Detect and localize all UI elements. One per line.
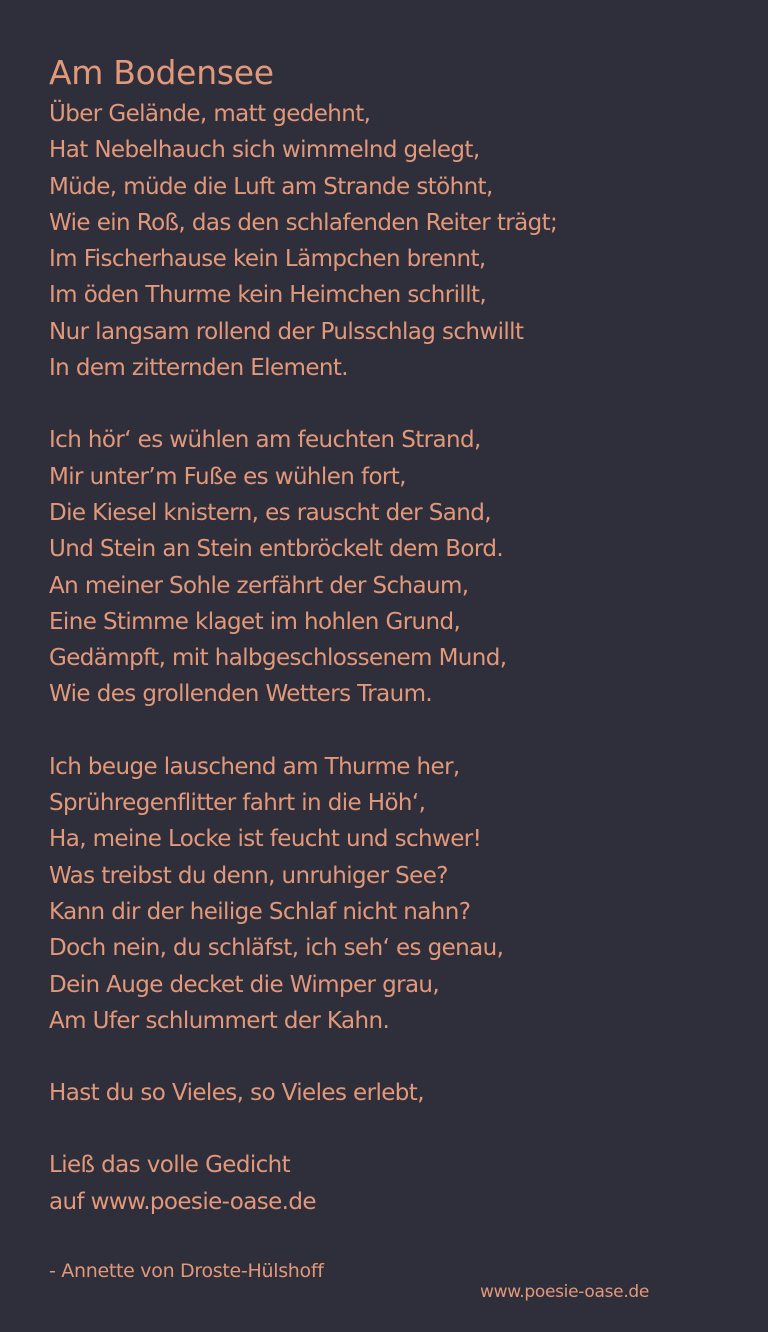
poem-line: An meiner Sohle zerfährt der Schaum, — [49, 572, 469, 599]
poem-author: - Annette von Droste-Hülshoff — [49, 1260, 324, 1282]
site-watermark: www.poesie-oase.de — [480, 1282, 650, 1302]
poem-line: Im Fischerhause kein Lämpchen brennt, — [49, 246, 486, 273]
poem-line: Und Stein an Stein entbröckelt dem Bord. — [49, 536, 504, 563]
poem-line: Gedämpft, mit halbgeschlossenem Mund, — [49, 645, 507, 672]
poem-line: Über Gelände, matt gedehnt, — [49, 101, 371, 127]
stanza-1 — [49, 96, 739, 386]
poem-line: Ich hör‘ es wühlen am feuchten Strand, — [49, 427, 481, 454]
read-more-note — [49, 1147, 739, 1220]
poem-line: Eine Stimme klaget im hohlen Grund, — [49, 608, 461, 635]
poem-line: Was treibst du denn, unruhiger See? — [49, 862, 448, 889]
poem-line: In dem zitternden Element. — [49, 355, 348, 382]
stanza-2 — [49, 422, 739, 712]
poem-line: Dein Auge decket die Wimper grau, — [49, 971, 440, 998]
poem-line: Wie des grollenden Wetters Traum. — [49, 681, 433, 708]
poem-line: Nur langsam rollend der Pulsschlag schwillt — [49, 318, 524, 345]
poem-line: Hat Nebelhauch sich wimmelnd gelegt, — [49, 137, 480, 164]
poem-line: Die Kiesel knistern, es rauscht der Sand, — [49, 499, 491, 526]
stanza-3 — [49, 749, 739, 1039]
poem-line: Ich beuge lauschend am Thurme her, — [49, 753, 460, 780]
poem-line: Müde, müde die Luft am Strande stöhnt, — [49, 173, 493, 200]
poem-line: Ha, meine Locke ist feucht und schwer! — [49, 826, 482, 853]
read-more-link[interactable]: auf www.poesie-oase.de — [49, 1188, 316, 1215]
poem-line: Am Ufer schlummert der Kahn. — [49, 1007, 390, 1034]
poem-line: Wie ein Roß, das den schlafenden Reiter trägt; — [49, 209, 558, 236]
poem-line: Im öden Thurme kein Heimchen schrillt, — [49, 282, 487, 309]
poem-line: Mir unter’m Fuße es wühlen fort, — [49, 463, 406, 490]
poem-line: Kann dir der heilige Schlaf nicht nahn? — [49, 898, 471, 925]
read-more-line: Ließ das volle Gedicht — [49, 1152, 291, 1179]
poem — [49, 52, 739, 1256]
poem-line: Doch nein, du schläfst, ich seh‘ es genau, — [49, 935, 504, 962]
stanza-4 — [49, 1075, 739, 1111]
poem-title: Am Bodensee — [49, 53, 274, 92]
poem-line: Sprühregenflitter fahrt in die Höh‘, — [49, 790, 426, 817]
poem-line: Hast du so Vieles, so Vieles erlebt, — [49, 1080, 424, 1107]
